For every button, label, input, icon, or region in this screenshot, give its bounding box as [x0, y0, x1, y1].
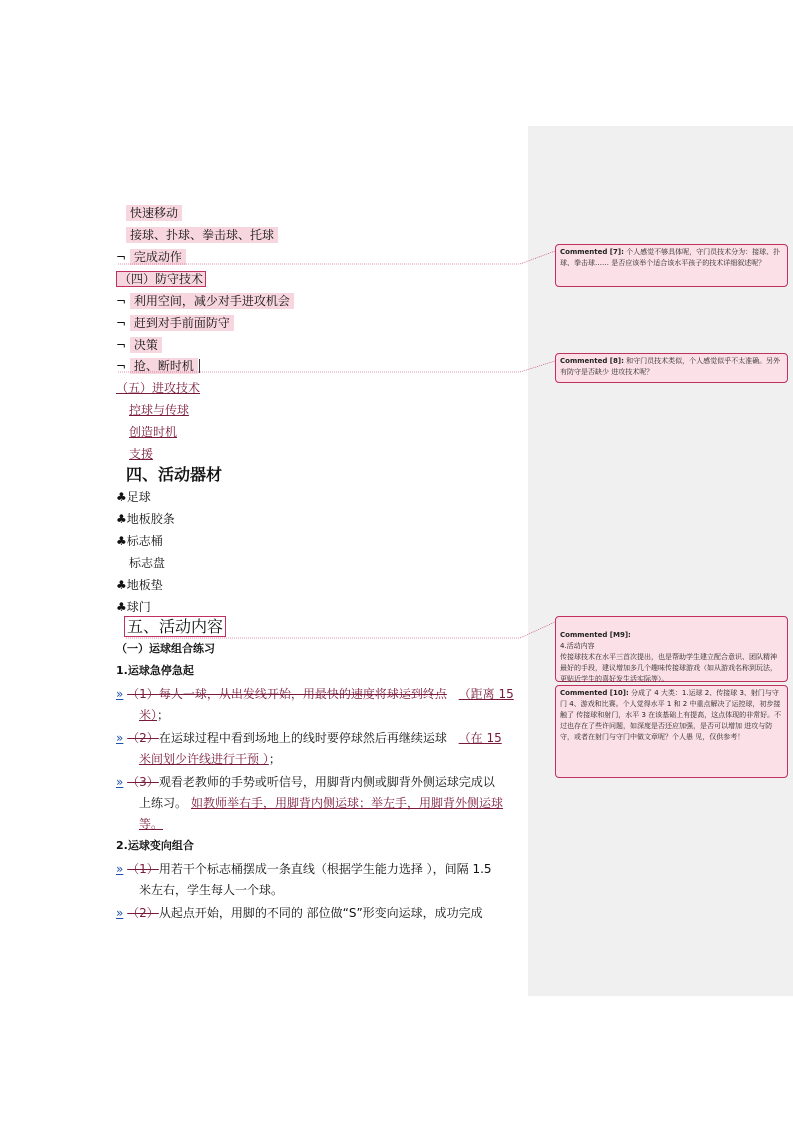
list-item: » （2）在运球过程中看到场地上的线时要停球然后再继续运球 （在 15: [116, 731, 502, 745]
heading-content: 五、活动内容: [124, 617, 226, 637]
club-bullet-icon: ♣: [116, 600, 127, 614]
list-arrow-icon: »: [116, 687, 124, 701]
doc-line-front-defense: ¬ 赶到对手前面防守: [116, 315, 234, 331]
doc-line-create-chance: 创造时机: [129, 425, 178, 439]
list-item: » （3）观看老教师的手势或听信号，用脚背内侧或脚背外侧运球完成以: [116, 775, 495, 789]
doc-line-quick-move: 快速移动: [126, 205, 182, 221]
doc-line-finish-action: ¬ 完成动作: [116, 249, 186, 265]
doc-line-support: 支援: [129, 447, 154, 461]
subheading-stop-start: 1.运球急停急起: [116, 664, 194, 677]
comment-7[interactable]: Commented [7]: 个人感觉不够具体呢，守门员技术分为：接球、扑球、拳击球…… 是否应该举个适合该水平孩子的技术详细叙述呢？: [555, 244, 788, 287]
list-item: » （1）每人一球，从出发线开始，用最快的速度将球运到终点 （距离 15: [116, 687, 514, 701]
list-arrow-icon: »: [116, 775, 124, 789]
comment-m9[interactable]: Commented [M9]: 4.活动内容 传接球技术在水平三首次提出，也是帮助学生建立配合意识、团队精神最好的手段，建议增加多几个趣味传接球游戏（如从游戏名称到玩法，更贴近学生的喜好发生活实际等）。: [555, 616, 788, 682]
equipment-item: ♣足球: [116, 490, 151, 504]
equipment-item: 标志盘: [129, 556, 166, 570]
doc-heading-defense: （四）防守技术: [116, 271, 206, 287]
subheading-dribble-combo: （一）运球组合练习: [116, 642, 215, 655]
doc-line-use-space: ¬ 利用空间，减少对手进攻机会: [116, 293, 294, 309]
equipment-item: ♣地板垫: [116, 578, 163, 592]
heading-equipment: 四、活动器材: [126, 465, 223, 484]
list-item-cont: 米左右，学生每人一个球。: [139, 883, 284, 897]
club-bullet-icon: ♣: [116, 578, 127, 592]
list-item: » （2）从起点开始，用脚的不同的 部位做“S”形变向运球，成功完成: [116, 906, 483, 920]
list-item: » （1）用若干个标志桶摆成一条直线（根据学生能力选择 ），间隔 1.5: [116, 862, 492, 876]
doc-line-catch: 接球、扑球、拳击球、托球: [126, 227, 278, 243]
list-item-cont: 米间划少许线进行干预 ）；: [139, 752, 281, 766]
comment-8[interactable]: Commented [8]: 和守门员技术类似，个人感觉似乎不太准确。另外有防守是否缺少 进攻技术呢？: [555, 353, 788, 383]
list-item-cont: 等。: [139, 817, 164, 831]
list-arrow-icon: »: [116, 906, 124, 920]
list-item-cont: 上练习。 如教师举右手，用脚背内侧运球；举左手，用脚背外侧运球: [139, 796, 504, 810]
list-item-cont: 米）；: [139, 708, 170, 722]
doc-heading-attack: （五）进攻技术: [116, 381, 201, 395]
club-bullet-icon: ♣: [116, 490, 127, 504]
doc-line-timing: ¬ 抢、断时机: [116, 358, 200, 374]
doc-line-decision: ¬ 决策: [116, 337, 162, 353]
doc-line-control-pass: 控球与传球: [129, 403, 190, 417]
list-arrow-icon: »: [116, 731, 124, 745]
equipment-item: ♣地板胶条: [116, 512, 175, 526]
equipment-item: ♣球门: [116, 600, 151, 614]
list-arrow-icon: »: [116, 862, 124, 876]
club-bullet-icon: ♣: [116, 512, 127, 526]
club-bullet-icon: ♣: [116, 534, 127, 548]
equipment-item: ♣标志桶: [116, 534, 163, 548]
subheading-change-direction: 2.运球变向组合: [116, 839, 194, 852]
comment-10[interactable]: Commented [10]: 分成了 4 大类：1.运球 2、传接球 3、射门与守门 4、游戏和比赛。个人觉得水平 1 和 2 中重点解决了运控球，初步接触了 传接球和射门，水平 3 在该基础上有提高，这点体现的非常好。不过也存在了些许问题，如深度是否还应加强，是否可以增加 进攻与防守，或者在射门与守门中做文章呢？个人愚 见，仅供参考！: [555, 685, 788, 778]
